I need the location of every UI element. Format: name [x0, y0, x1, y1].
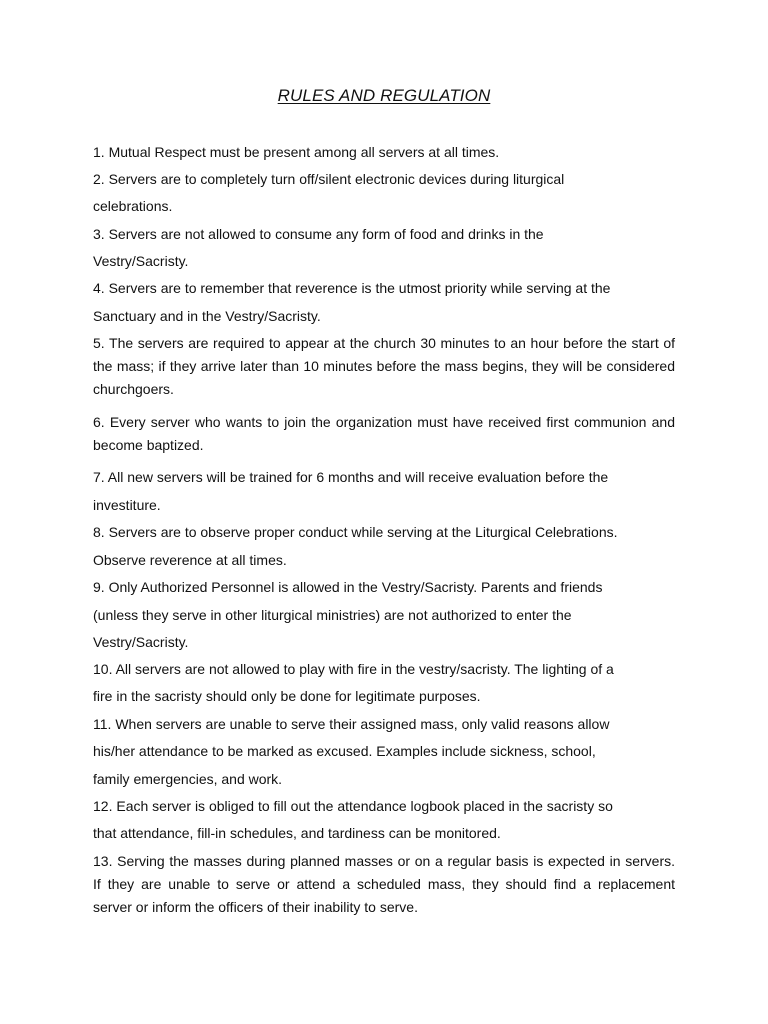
- rule-line: 5. The servers are required to appear at the church 30 minutes to an hour before the start of: [93, 335, 675, 351]
- rule-line: 8. Servers are to observe proper conduct while serving at the Liturgical Celebrations.: [93, 524, 618, 540]
- rule-line: 2. Servers are to completely turn off/silent electronic devices during liturgical: [93, 171, 565, 187]
- rule-line: Sanctuary and in the Vestry/Sacristy.: [93, 308, 321, 324]
- rule-line: become baptized.: [93, 437, 204, 453]
- rule-line: 6. Every server who wants to join the organization must have received first communion and: [93, 414, 675, 430]
- rule-line: Observe reverence at all times.: [93, 552, 287, 568]
- page-title: RULES AND REGULATION: [277, 86, 491, 105]
- rule-line: the mass; if they arrive later than 10 minutes before the mass begins, they will be considered: [93, 358, 675, 374]
- rule-line: 10. All servers are not allowed to play with fire in the vestry/sacristy. The lighting of a: [93, 661, 614, 677]
- rule-line: celebrations.: [93, 198, 173, 214]
- rule-line: churchgoers.: [93, 381, 174, 397]
- rule-line: 12. Each server is obliged to fill out the attendance logbook placed in the sacristy so: [93, 798, 613, 814]
- rule-line: investiture.: [93, 497, 161, 513]
- rule-line: (unless they serve in other liturgical ministries) are not authorized to enter the: [93, 607, 572, 623]
- rule-line: 7. All new servers will be trained for 6 months and will receive evaluation before the: [93, 469, 609, 485]
- rule-line: 3. Servers are not allowed to consume any form of food and drinks in the: [93, 226, 544, 242]
- rule-line: server or inform the officers of their inability to serve.: [93, 899, 418, 915]
- rule-line: Vestry/Sacristy.: [93, 634, 189, 650]
- rule-line: 11. When servers are unable to serve their assigned mass, only valid reasons allow: [93, 716, 610, 732]
- rule-line: family emergencies, and work.: [93, 771, 283, 787]
- rule-line: If they are unable to serve or attend a scheduled mass, they should find a replacement: [93, 876, 675, 892]
- rule-line: 1. Mutual Respect must be present among all servers at all times.: [93, 144, 500, 160]
- rule-line: his/her attendance to be marked as excused. Examples include sickness, school,: [93, 743, 596, 759]
- rule-line: 13. Serving the masses during planned masses or on a regular basis is expected in servers.: [93, 853, 675, 869]
- rule-line: 4. Servers are to remember that reverence is the utmost priority while serving at the: [93, 280, 611, 296]
- rule-line: Vestry/Sacristy.: [93, 253, 189, 269]
- rule-line: 9. Only Authorized Personnel is allowed in the Vestry/Sacristy. Parents and friends: [93, 579, 603, 595]
- rule-line: fire in the sacristy should only be done for legitimate purposes.: [93, 688, 481, 704]
- rule-line: that attendance, fill-in schedules, and tardiness can be monitored.: [93, 825, 501, 841]
